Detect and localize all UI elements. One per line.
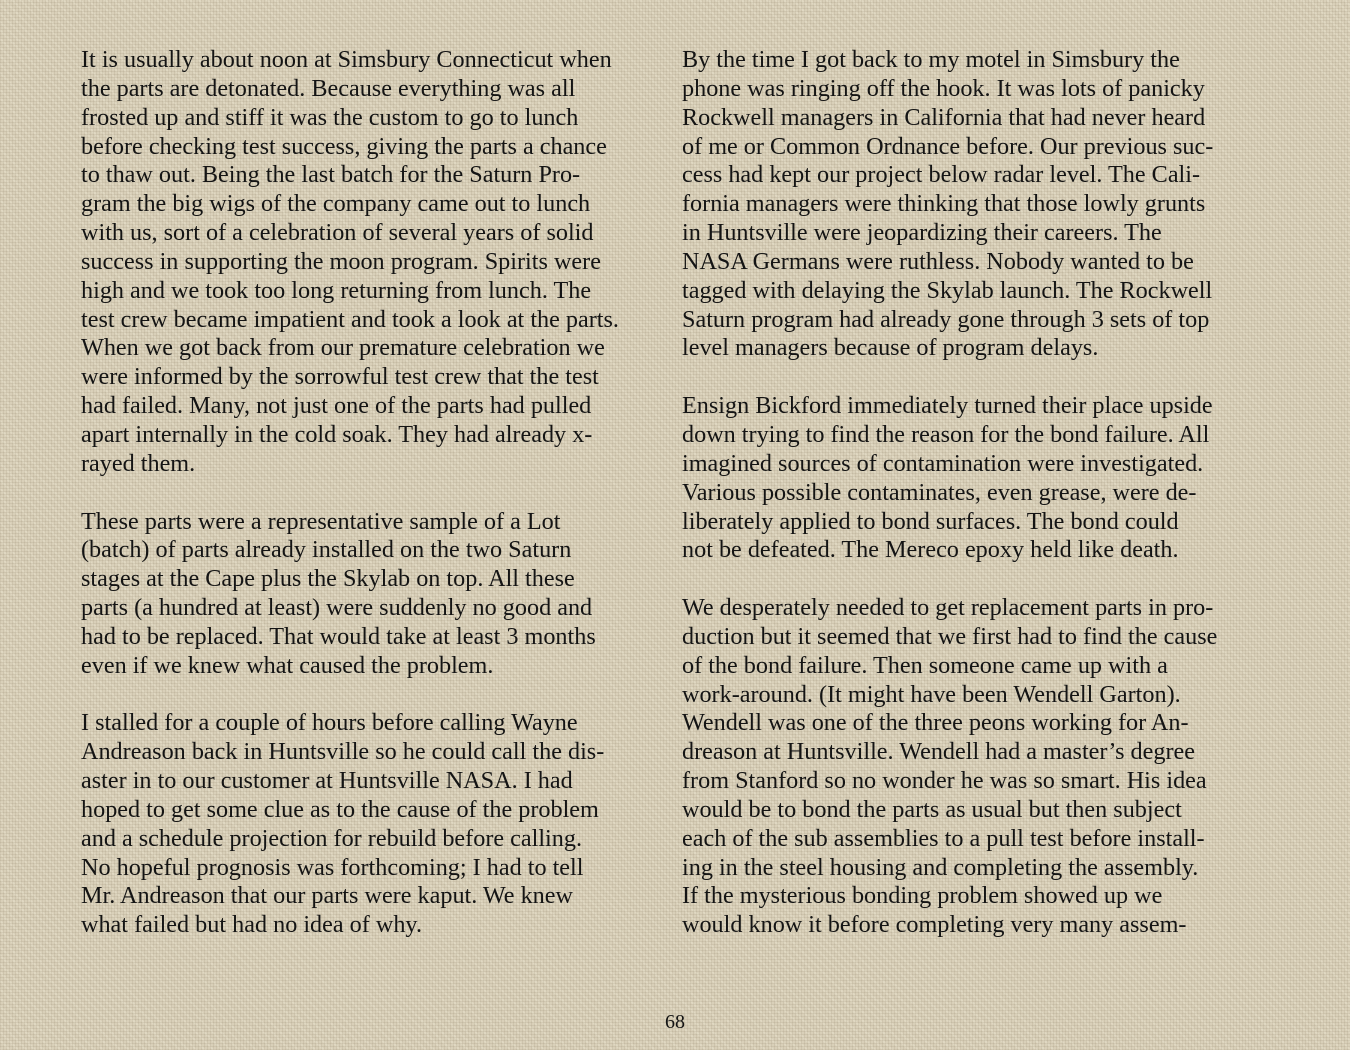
page-number: 68 — [665, 1011, 685, 1033]
text-line: Various possible contaminates, even grease, were de- — [682, 478, 1197, 506]
text-line: before checking test success, giving the parts a chance — [81, 132, 607, 160]
text-line: Wendell was one of the three peons working for An- — [682, 709, 1189, 737]
paragraph-gap — [81, 681, 646, 710]
text-line: high and we took too long returning from lunch. The — [81, 276, 592, 304]
text-line: These parts were a representative sample of a Lot — [81, 507, 561, 535]
text-line: parts (a hundred at least) were suddenly no good and — [81, 594, 593, 622]
text-line: If the mysterious bonding problem showed up we — [682, 882, 1163, 910]
text-line: would know it before completing very many assem- — [682, 911, 1187, 939]
paragraph — [682, 392, 1247, 565]
text-line: from Stanford so no wonder he was so smart. His idea — [682, 767, 1207, 795]
text-line: hoped to get some clue as to the cause of the problem — [81, 795, 599, 823]
paragraph-gap — [81, 479, 646, 508]
text-line: dreason at Huntsville. Wendell had a master’s degree — [682, 738, 1195, 766]
text-line: level managers because of program delays. — [682, 334, 1099, 362]
text-line: rayed them. — [81, 449, 196, 477]
text-line: We desperately needed to get replacement parts in pro- — [682, 594, 1214, 622]
text-line: apart internally in the cold soak. They had already x- — [81, 420, 593, 448]
text-line: had to be replaced. That would take at least 3 months — [81, 622, 596, 650]
text-line: ing in the steel housing and completing the assembly. — [682, 853, 1199, 881]
text-line: When we got back from our premature celebration we — [81, 334, 605, 362]
text-line: of the bond failure. Then someone came up with a — [682, 651, 1168, 679]
text-line: even if we knew what caused the problem. — [81, 651, 494, 679]
text-line: phone was ringing off the hook. It was lots of panicky — [682, 74, 1205, 102]
text-line: duction but it seemed that we first had to find the cause — [682, 622, 1218, 650]
text-line: work-around. (It might have been Wendell Garton). — [682, 680, 1181, 708]
text-line: fornia managers were thinking that those lowly grunts — [682, 190, 1206, 218]
text-line: frosted up and stiff it was the custom to go to lunch — [81, 103, 579, 131]
left-column — [81, 46, 646, 940]
text-line: to thaw out. Being the last batch for the Saturn Pro- — [81, 161, 581, 189]
text-line: cess had kept our project below radar level. The Cali- — [682, 161, 1201, 189]
text-line: Ensign Bickford immediately turned their place upside — [682, 392, 1213, 420]
text-line: No hopeful prognosis was forthcoming; I had to tell — [81, 853, 584, 881]
text-line: tagged with delaying the Skylab launch. The Rockwell — [682, 276, 1213, 304]
text-line: It is usually about noon at Simsbury Connecticut when — [81, 46, 612, 73]
text-line: Mr. Andreason that our parts were kaput. We knew — [81, 882, 573, 910]
paragraph — [682, 594, 1247, 940]
text-line: gram the big wigs of the company came out to lunch — [81, 190, 591, 218]
text-line: Saturn program had already gone through 3 sets of top — [682, 305, 1210, 333]
text-line: NASA Germans were ruthless. Nobody wanted to be — [682, 247, 1194, 275]
text-line: By the time I got back to my motel in Simsbury the — [682, 46, 1180, 73]
text-line: in Huntsville were jeopardizing their careers. The — [682, 219, 1162, 247]
right-column — [682, 46, 1247, 940]
paragraph — [81, 709, 646, 940]
text-line: I stalled for a couple of hours before calling Wayne — [81, 709, 578, 737]
text-line: success in supporting the moon program. Spirits were — [81, 247, 601, 275]
text-line: not be defeated. The Mereco epoxy held like death. — [682, 536, 1179, 564]
paragraph-gap — [682, 363, 1247, 392]
text-line: Rockwell managers in California that had never heard — [682, 103, 1206, 131]
text-line: test crew became impatient and took a look at the parts. — [81, 305, 619, 333]
text-line: what failed but had no idea of why. — [81, 911, 422, 939]
text-line: the parts are detonated. Because everything was all — [81, 74, 576, 102]
paragraph — [81, 508, 646, 681]
text-line: aster in to our customer at Huntsville NASA. I had — [81, 767, 573, 795]
text-line: each of the sub assemblies to a pull test before install- — [682, 824, 1205, 852]
text-line: had failed. Many, not just one of the parts had pulled — [81, 392, 592, 420]
text-line: stages at the Cape plus the Skylab on top. All these — [81, 565, 575, 593]
text-line: down trying to find the reason for the bond failure. All — [682, 420, 1210, 448]
text-line: and a schedule projection for rebuild before calling. — [81, 824, 583, 852]
text-line: would be to bond the parts as usual but then subject — [682, 795, 1182, 823]
paragraph-gap — [682, 565, 1247, 594]
paragraph — [81, 46, 646, 479]
text-line: with us, sort of a celebration of several years of solid — [81, 219, 594, 247]
text-line: (batch) of parts already installed on the two Saturn — [81, 536, 572, 564]
text-line: imagined sources of contamination were investigated. — [682, 449, 1204, 477]
text-line: of me or Common Ordnance before. Our previous suc- — [682, 132, 1214, 160]
paragraph — [682, 46, 1247, 363]
text-line: Andreason back in Huntsville so he could call the dis- — [81, 738, 605, 766]
text-line: liberately applied to bond surfaces. The bond could — [682, 507, 1179, 535]
text-line: were informed by the sorrowful test crew that the test — [81, 363, 599, 391]
